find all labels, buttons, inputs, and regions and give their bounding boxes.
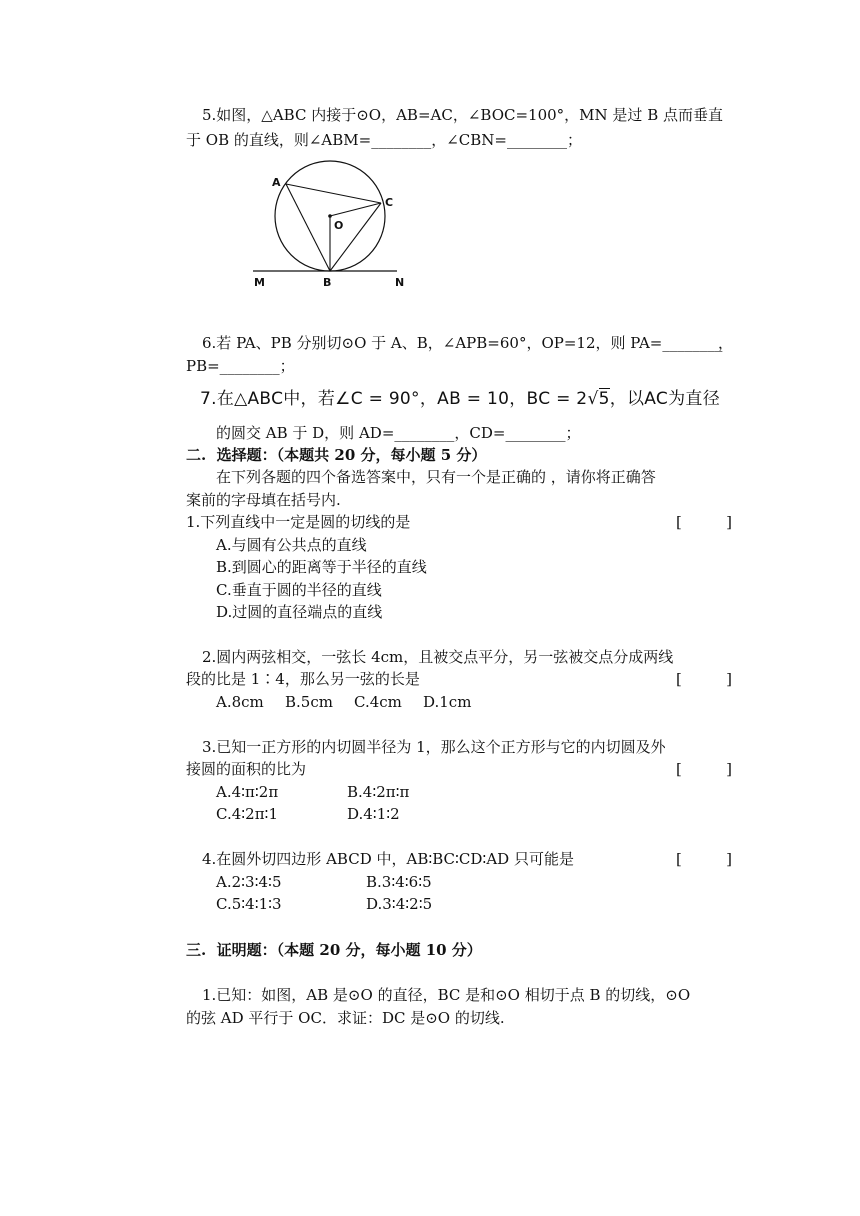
label-b: B bbox=[323, 276, 332, 289]
mc2-option-a: A.8cm bbox=[216, 693, 264, 711]
mc3-answer-bracket[interactable]: [ ] bbox=[676, 760, 732, 778]
proof1-line1: 1.已知：如图，AB 是⊙O 的直径，BC 是和⊙O 相切于点 B 的切线，⊙O bbox=[202, 986, 691, 1004]
mc2-option-d: D.1cm bbox=[423, 693, 472, 711]
q6-line1-comma: ， bbox=[718, 334, 734, 352]
mc3-stem-line2: 接圆的面积的比为 bbox=[186, 760, 307, 778]
mc1-stem: 1.下列直线中一定是圆的切线的是 bbox=[186, 513, 411, 531]
mc2-answer-bracket[interactable]: [ ] bbox=[676, 670, 732, 688]
mc4-option-b: B.3∶4∶6∶5 bbox=[366, 873, 432, 891]
mc4-answer-bracket[interactable]: [ ] bbox=[676, 850, 732, 868]
label-o: O bbox=[334, 219, 344, 232]
label-c: C bbox=[385, 196, 394, 209]
proof1-line2: 的弦 AD 平行于 OC．求证：DC 是⊙O 的切线. bbox=[186, 1009, 505, 1027]
q7-line2: 的圆交 AB 于 D，则 AD=________，CD=________； bbox=[216, 424, 581, 442]
center-point bbox=[328, 214, 332, 218]
mc2-option-b: B.5cm bbox=[285, 693, 333, 711]
section3-heading: 三. 证明题：（本题 20 分，每小题 10 分） bbox=[186, 941, 482, 959]
mc4-option-d: D.3∶4∶2∶5 bbox=[366, 895, 433, 913]
q5-line1: 5.如图，△ABC 内接于⊙O，AB=AC，∠BOC=100°，MN 是过 B 点而垂直 bbox=[202, 106, 723, 124]
mc4-option-c: C.5∶4∶1∶3 bbox=[216, 895, 282, 913]
label-m: M bbox=[254, 276, 265, 289]
mc2-option-c: C.4cm bbox=[354, 693, 402, 711]
q5-line2: 于 OB 的直线，则∠ABM=________，∠CBN=________； bbox=[186, 131, 582, 149]
q6-line2: PB=________； bbox=[186, 357, 295, 375]
mc3-option-d: D.4∶1∶2 bbox=[347, 805, 400, 823]
section2-heading: 二. 选择题：（本题共 20 分，每小题 5 分） bbox=[186, 446, 487, 464]
segment-ab bbox=[286, 184, 330, 271]
q6-line1: 6.若 PA、PB 分别切⊙O 于 A、B，∠APB=60°，OP=12，则 PA=________ bbox=[202, 334, 723, 352]
mc1-option-d: D.过圆的直径端点的直线 bbox=[216, 603, 383, 621]
mc1-option-c: C.垂直于圆的半径的直线 bbox=[216, 581, 382, 599]
mc3-stem-line1: 3.已知一正方形的内切圆半径为 1，那么这个正方形与它的内切圆及外 bbox=[202, 738, 666, 756]
section2-intro-line2: 案前的字母填在括号内. bbox=[186, 491, 341, 509]
q7-line1: 7.在△ABC中，若∠C = 90°，AB = 10，BC = 2√5，以AC为直径 bbox=[200, 389, 721, 409]
mc2-stem-line1: 2.圆内两弦相交，一弦长 4cm，且被交点平分，另一弦被交点分成两线 bbox=[202, 648, 674, 666]
mc1-option-b: B.到圆心的距离等于半径的直线 bbox=[216, 558, 427, 576]
mc3-option-a: A.4∶π∶2π bbox=[216, 783, 279, 801]
section2-intro-line1: 在下列各题的四个备选答案中，只有一个是正确的 ，请你将正确答 bbox=[216, 468, 656, 486]
segment-bc bbox=[330, 203, 381, 271]
mc3-option-b: B.4∶2π∶π bbox=[347, 783, 410, 801]
mc2-stem-line2: 段的比是 1∶4，那么另一弦的长是 bbox=[186, 670, 420, 688]
mc4-stem: 4.在圆外切四边形 ABCD 中，AB∶BC∶CD∶AD 只可能是 bbox=[202, 850, 574, 868]
sqrt-symbol: √ bbox=[587, 389, 599, 409]
mc1-option-a: A.与圆有公共点的直线 bbox=[216, 536, 367, 554]
segment-ac bbox=[286, 184, 381, 203]
circle-figure bbox=[245, 158, 425, 293]
label-n: N bbox=[395, 276, 405, 289]
mc3-option-c: C.4∶2π∶1 bbox=[216, 805, 279, 823]
mc4-option-a: A.2∶3∶4∶5 bbox=[216, 873, 282, 891]
mc1-answer-bracket[interactable]: [ ] bbox=[676, 513, 732, 531]
label-a: A bbox=[272, 176, 281, 189]
